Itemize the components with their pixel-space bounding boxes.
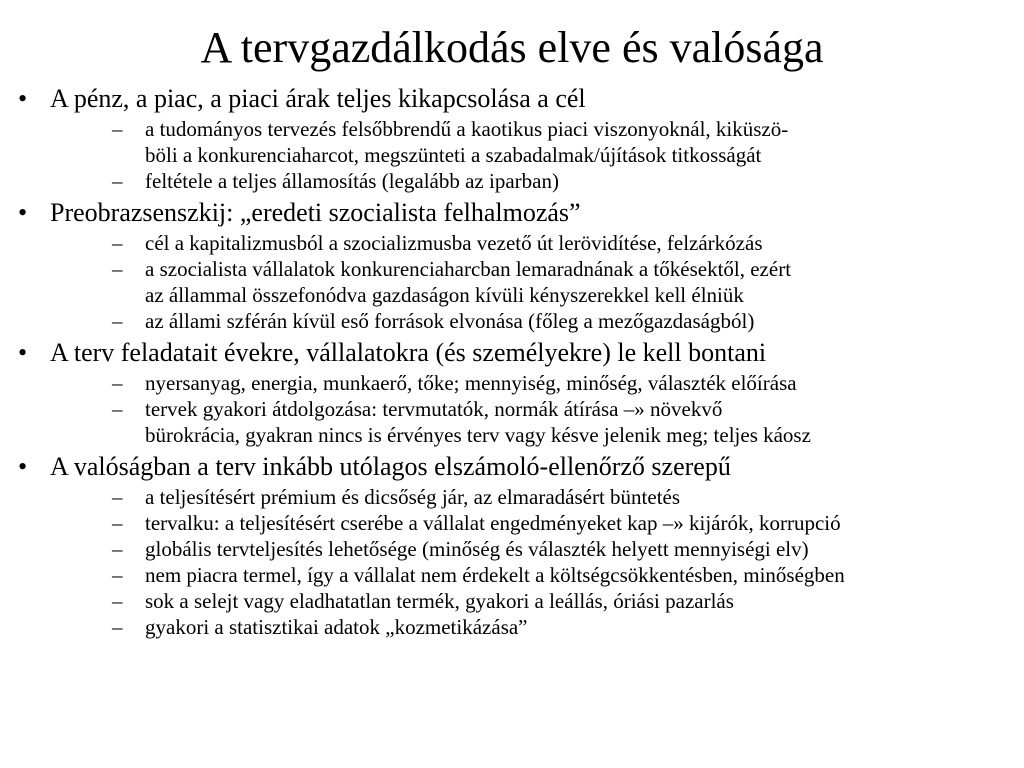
bullet-text: A pénz, a piac, a piaci árak teljes kikapcsolása a cél <box>50 84 586 113</box>
sub-bullet-text-line: gyakori a statisztikai adatok „kozmetikázása” <box>145 615 528 639</box>
sub-bullet-item <box>50 484 1024 510</box>
sub-bullet-marker: – <box>112 589 123 613</box>
sub-bullet-text-line: nyersanyag, energia, munkaerő, tőke; mennyiség, minőség, választék előírása <box>145 371 797 395</box>
sub-bullet-item <box>50 256 1024 308</box>
sub-bullet-text-line: nem piacra termel, így a vállalat nem érdekelt a költségcsökkentésben, minőségben <box>145 563 845 587</box>
sub-bullet-item <box>50 308 1024 334</box>
sub-bullet-text-line: feltétele a teljes államosítás (legalább az iparban) <box>145 169 559 193</box>
slide-title: A tervgazdálkodás elve és valósága <box>200 23 824 72</box>
bullet-item <box>0 198 1024 334</box>
sub-bullet-item <box>50 510 1024 536</box>
sub-bullet-item <box>50 230 1024 256</box>
bullet-marker: • <box>18 84 28 113</box>
bullet-item <box>0 338 1024 448</box>
sub-bullet-marker: – <box>112 231 123 255</box>
sub-bullet-text-line: sok a selejt vagy eladhatatlan termék, gyakori a leállás, óriási pazarlás <box>145 589 734 613</box>
sub-bullet-text-line: böli a konkurenciaharcot, megszünteti a szabadalmak/újítások titkosságát <box>145 143 762 167</box>
sub-bullet-item <box>50 396 1024 448</box>
sub-bullet-list <box>50 116 1024 194</box>
sub-bullet-marker: – <box>112 397 123 421</box>
sub-bullet-marker: – <box>112 371 123 395</box>
sub-bullet-item <box>50 370 1024 396</box>
bullet-item <box>0 452 1024 640</box>
sub-bullet-text-line: az állami szférán kívül eső források elvonása (főleg a mezőgazdaságból) <box>145 309 755 333</box>
sub-bullet-text-line: cél a kapitalizmusból a szocializmusba vezető út lerövidítése, felzárkózás <box>145 231 763 255</box>
sub-bullet-item <box>50 588 1024 614</box>
bullet-marker: • <box>18 452 28 481</box>
bullet-item <box>0 84 1024 194</box>
sub-bullet-marker: – <box>112 537 123 561</box>
sub-bullet-item <box>50 116 1024 168</box>
sub-bullet-item <box>50 614 1024 640</box>
sub-bullet-marker: – <box>112 485 123 509</box>
bullet-marker: • <box>18 338 28 367</box>
sub-bullet-list <box>50 230 1024 334</box>
sub-bullet-marker: – <box>112 615 123 639</box>
sub-bullet-text-line: bürokrácia, gyakran nincs is érvényes terv vagy késve jelenik meg; teljes káosz <box>145 423 811 447</box>
sub-bullet-marker: – <box>112 117 123 141</box>
sub-bullet-text-line: a tudományos tervezés felsőbbrendű a kaotikus piaci viszonyoknál, kiküszö- <box>145 117 789 141</box>
sub-bullet-marker: – <box>112 309 123 333</box>
sub-bullet-text-line: az állammal összefonódva gazdaságon kívüli kényszerekkel kell élniük <box>145 283 744 307</box>
bullet-list <box>0 84 1024 644</box>
sub-bullet-text-line: a teljesítésért prémium és dicsőség jár, az elmaradásért büntetés <box>145 485 681 509</box>
sub-bullet-item <box>50 168 1024 194</box>
sub-bullet-item <box>50 562 1024 588</box>
sub-bullet-marker: – <box>112 511 123 535</box>
sub-bullet-list <box>50 484 1024 640</box>
sub-bullet-text-line: tervek gyakori átdolgozása: tervmutatók, normák átírása –» növekvő <box>145 397 723 421</box>
sub-bullet-marker: – <box>112 169 123 193</box>
bullet-text: A terv feladatait évekre, vállalatokra (és személyekre) le kell bontani <box>50 338 767 367</box>
sub-bullet-text-line: tervalku: a teljesítésért cserébe a vállalat engedményeket kap –» kijárók, korrupció <box>145 511 841 535</box>
bullet-text: A valóságban a terv inkább utólagos elszámoló-ellenőrző szerepű <box>50 452 731 481</box>
sub-bullet-text-line: a szocialista vállalatok konkurenciaharcban lemaradnának a tőkésektől, ezért <box>145 257 792 281</box>
sub-bullet-marker: – <box>112 563 123 587</box>
bullet-text: Preobrazsenszkij: „eredeti szocialista felhalmozás” <box>50 198 581 227</box>
sub-bullet-marker: – <box>112 257 123 281</box>
bullet-marker: • <box>18 198 28 227</box>
sub-bullet-text-line: globális tervteljesítés lehetősége (minőség és választék helyett mennyiségi elv) <box>145 537 809 561</box>
sub-bullet-item <box>50 536 1024 562</box>
sub-bullet-list <box>50 370 1024 448</box>
